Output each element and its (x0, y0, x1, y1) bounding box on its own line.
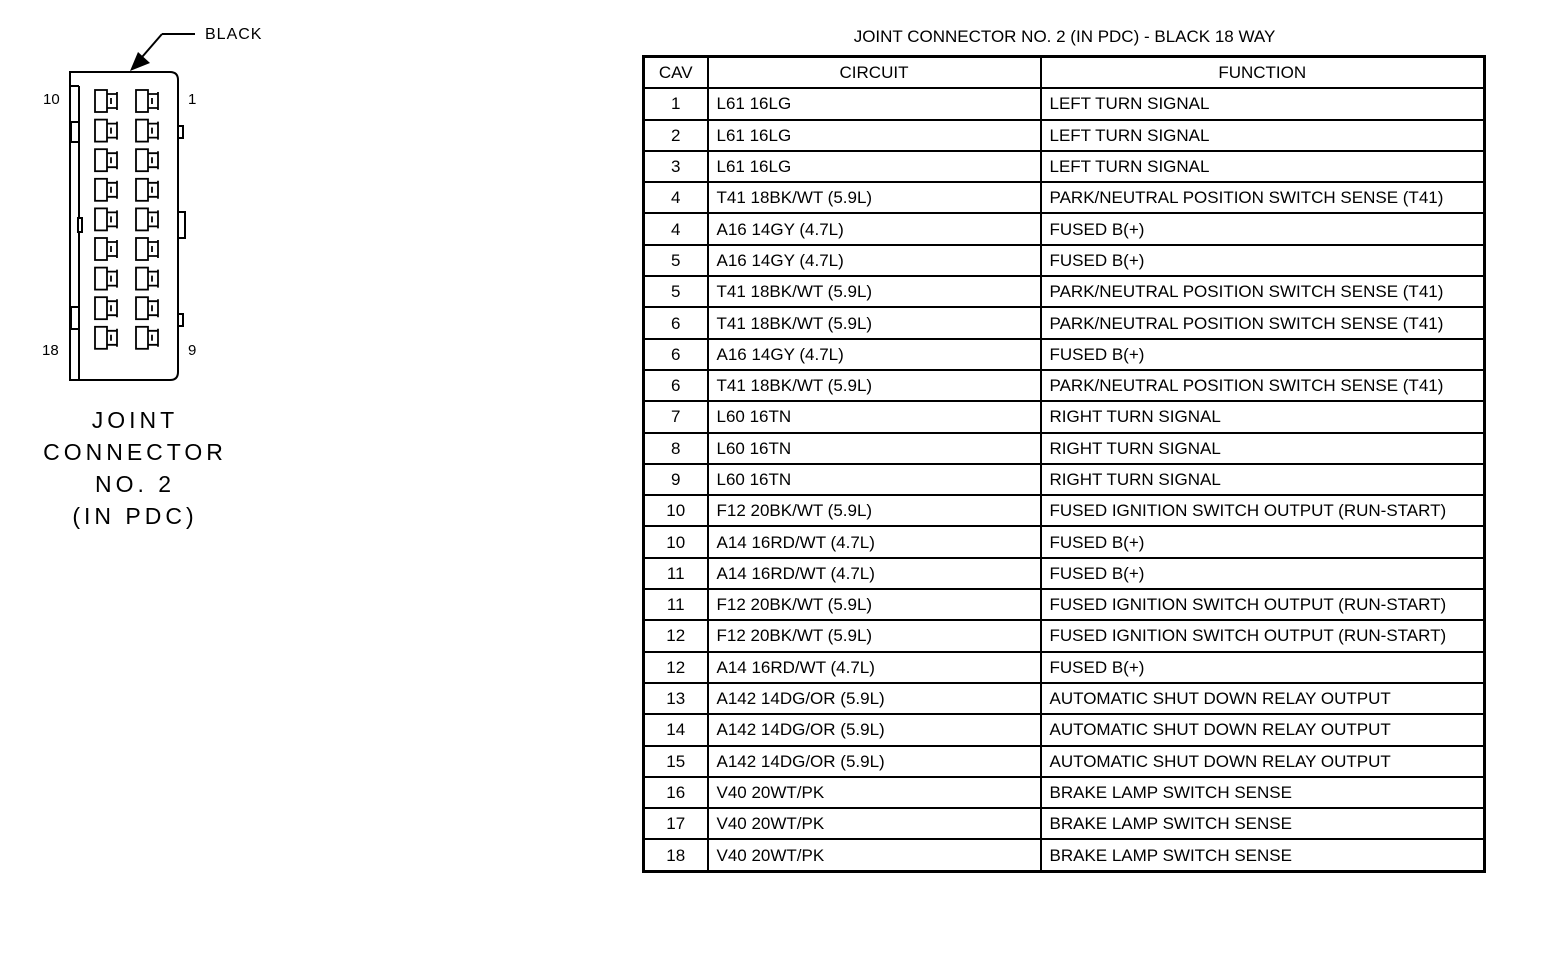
circuit-cell: L60 16TN (708, 401, 1041, 432)
table-row (644, 777, 1485, 808)
circuit-cell: F12 20BK/WT (5.9L) (708, 620, 1041, 651)
cav-cell: 4 (644, 182, 708, 213)
table-row (644, 433, 1485, 464)
function-cell: PARK/NEUTRAL POSITION SWITCH SENSE (T41) (1041, 182, 1485, 213)
cav-cell: 6 (644, 370, 708, 401)
function-cell: FUSED B(+) (1041, 245, 1485, 276)
table-row (644, 213, 1485, 244)
cav-cell: 5 (644, 245, 708, 276)
function-cell: BRAKE LAMP SWITCH SENSE (1041, 808, 1485, 839)
table-row (644, 683, 1485, 714)
cav-cell: 11 (644, 589, 708, 620)
function-cell: LEFT TURN SIGNAL (1041, 88, 1485, 119)
circuit-cell: V40 20WT/PK (708, 808, 1041, 839)
function-cell: RIGHT TURN SIGNAL (1041, 401, 1485, 432)
pin-label-bottom-right: 9 (188, 342, 197, 359)
cav-cell: 16 (644, 777, 708, 808)
table-row (644, 151, 1485, 182)
table-row (644, 464, 1485, 495)
cav-cell: 7 (644, 401, 708, 432)
header-cav: CAV (644, 57, 708, 89)
table-row (644, 370, 1485, 401)
function-cell: FUSED B(+) (1041, 558, 1485, 589)
cav-cell: 12 (644, 652, 708, 683)
cav-cell: 8 (644, 433, 708, 464)
pinout-table (642, 55, 1486, 873)
function-cell: AUTOMATIC SHUT DOWN RELAY OUTPUT (1041, 683, 1485, 714)
caption-line: CONNECTOR (43, 439, 227, 465)
circuit-cell: V40 20WT/PK (708, 777, 1041, 808)
table-row (644, 182, 1485, 213)
connector-caption (30, 404, 240, 532)
function-cell: FUSED IGNITION SWITCH OUTPUT (RUN-START) (1041, 589, 1485, 620)
table-row (644, 839, 1485, 871)
connector-diagram (0, 0, 620, 966)
caption-line: NO. 2 (94, 471, 176, 497)
pin-label-top-right: 1 (188, 91, 197, 108)
cav-cell: 18 (644, 839, 708, 871)
function-cell: LEFT TURN SIGNAL (1041, 151, 1485, 182)
circuit-cell: L60 16TN (708, 433, 1041, 464)
cav-cell: 14 (644, 714, 708, 745)
cav-cell: 15 (644, 746, 708, 777)
function-cell: AUTOMATIC SHUT DOWN RELAY OUTPUT (1041, 746, 1485, 777)
table-row (644, 401, 1485, 432)
circuit-cell: T41 18BK/WT (5.9L) (708, 370, 1041, 401)
circuit-cell: T41 18BK/WT (5.9L) (708, 276, 1041, 307)
function-cell: AUTOMATIC SHUT DOWN RELAY OUTPUT (1041, 714, 1485, 745)
table-row (644, 558, 1485, 589)
circuit-cell: F12 20BK/WT (5.9L) (708, 589, 1041, 620)
table-row (644, 746, 1485, 777)
cav-cell: 1 (644, 88, 708, 119)
circuit-cell: T41 18BK/WT (5.9L) (708, 182, 1041, 213)
function-cell: FUSED IGNITION SWITCH OUTPUT (RUN-START) (1041, 495, 1485, 526)
circuit-cell: A14 16RD/WT (4.7L) (708, 558, 1041, 589)
cav-cell: 2 (644, 120, 708, 151)
circuit-cell: T41 18BK/WT (5.9L) (708, 307, 1041, 338)
function-cell: FUSED IGNITION SWITCH OUTPUT (RUN-START) (1041, 620, 1485, 651)
function-cell: PARK/NEUTRAL POSITION SWITCH SENSE (T41) (1041, 307, 1485, 338)
cav-cell: 12 (644, 620, 708, 651)
table-row (644, 120, 1485, 151)
table-row (644, 88, 1485, 119)
circuit-cell: F12 20BK/WT (5.9L) (708, 495, 1041, 526)
table-row (644, 339, 1485, 370)
circuit-cell: V40 20WT/PK (708, 839, 1041, 871)
wire-color-label: BLACK (205, 26, 263, 43)
circuit-cell: A16 14GY (4.7L) (708, 213, 1041, 244)
cav-cell: 3 (644, 151, 708, 182)
table-title: JOINT CONNECTOR NO. 2 (IN PDC) - BLACK 18 WAY (853, 27, 1276, 46)
table-row (644, 245, 1485, 276)
caption-line: (IN PDC) (72, 503, 198, 529)
function-cell: RIGHT TURN SIGNAL (1041, 464, 1485, 495)
function-cell: PARK/NEUTRAL POSITION SWITCH SENSE (T41) (1041, 276, 1485, 307)
table-row (644, 526, 1485, 557)
circuit-cell: A142 14DG/OR (5.9L) (708, 683, 1041, 714)
circuit-cell: L61 16LG (708, 120, 1041, 151)
cav-cell: 4 (644, 213, 708, 244)
table-header-row (644, 57, 1485, 89)
circuit-cell: L61 16LG (708, 88, 1041, 119)
table-row (644, 652, 1485, 683)
table-row (644, 620, 1485, 651)
connector-body (70, 72, 178, 380)
cav-cell: 10 (644, 526, 708, 557)
pin-label-top-left: 10 (43, 91, 60, 108)
table-row (644, 276, 1485, 307)
circuit-cell: A142 14DG/OR (5.9L) (708, 746, 1041, 777)
function-cell: BRAKE LAMP SWITCH SENSE (1041, 777, 1485, 808)
header-circuit: CIRCUIT (708, 57, 1041, 89)
table-row (644, 495, 1485, 526)
circuit-cell: A14 16RD/WT (4.7L) (708, 526, 1041, 557)
cav-cell: 6 (644, 307, 708, 338)
cav-cell: 6 (644, 339, 708, 370)
circuit-cell: A142 14DG/OR (5.9L) (708, 714, 1041, 745)
circuit-cell: L61 16LG (708, 151, 1041, 182)
cav-cell: 5 (644, 276, 708, 307)
table-row (644, 589, 1485, 620)
function-cell: LEFT TURN SIGNAL (1041, 120, 1485, 151)
pin-label-bottom-left: 18 (42, 342, 59, 359)
table-row (644, 307, 1485, 338)
cav-cell: 13 (644, 683, 708, 714)
function-cell: BRAKE LAMP SWITCH SENSE (1041, 839, 1485, 871)
function-cell: FUSED B(+) (1041, 526, 1485, 557)
circuit-cell: A14 16RD/WT (4.7L) (708, 652, 1041, 683)
table-row (644, 808, 1485, 839)
cav-cell: 11 (644, 558, 708, 589)
circuit-cell: A16 14GY (4.7L) (708, 245, 1041, 276)
header-function: FUNCTION (1041, 57, 1485, 89)
function-cell: PARK/NEUTRAL POSITION SWITCH SENSE (T41) (1041, 370, 1485, 401)
function-cell: FUSED B(+) (1041, 652, 1485, 683)
function-cell: FUSED B(+) (1041, 213, 1485, 244)
circuit-cell: L60 16TN (708, 464, 1041, 495)
cav-cell: 10 (644, 495, 708, 526)
table-row (644, 714, 1485, 745)
pointer-arrow-icon (130, 34, 195, 71)
cav-cell: 17 (644, 808, 708, 839)
circuit-cell: A16 14GY (4.7L) (708, 339, 1041, 370)
cav-cell: 9 (644, 464, 708, 495)
function-cell: FUSED B(+) (1041, 339, 1485, 370)
function-cell: RIGHT TURN SIGNAL (1041, 433, 1485, 464)
caption-line: JOINT (91, 407, 179, 433)
